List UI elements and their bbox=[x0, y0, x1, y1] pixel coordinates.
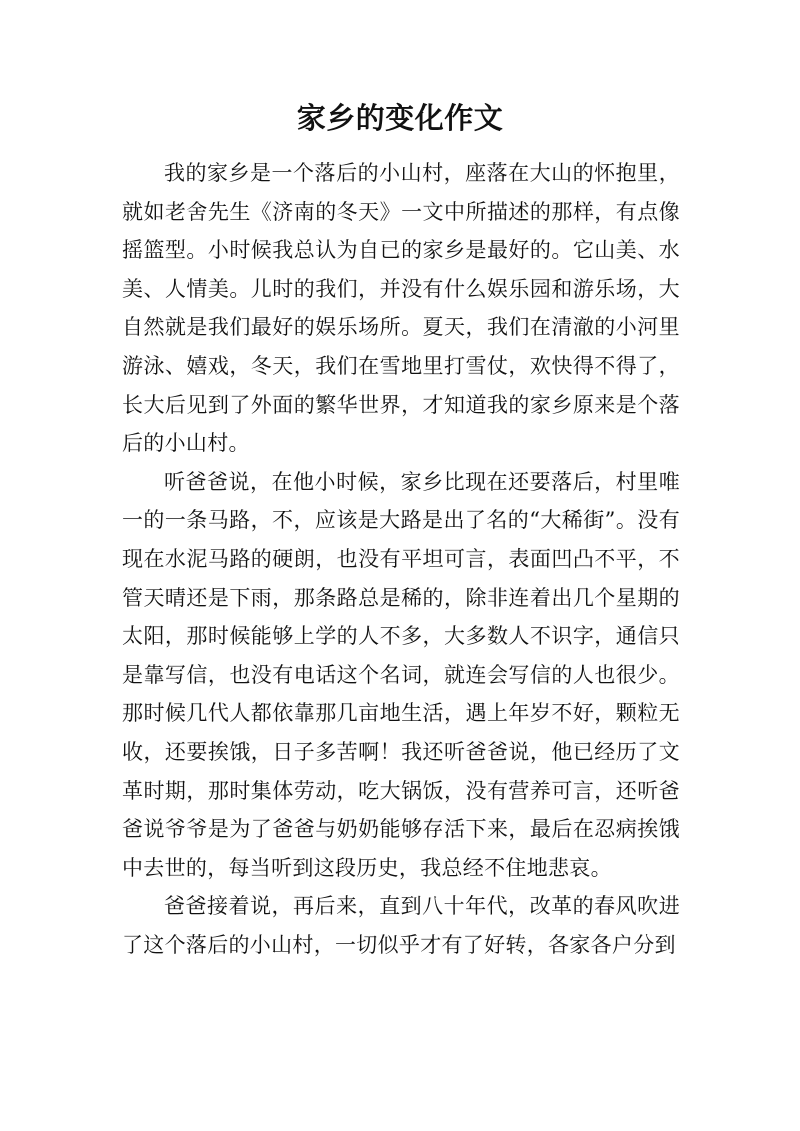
paragraph-3: 爸爸接着说，再后来，直到八十年代，改革的春风吹进了这个落后的小山村，一切似乎才有了好转，各家各户分到 bbox=[122, 894, 680, 957]
document-title: 家乡的变化作文 bbox=[296, 101, 504, 135]
paragraph-1: 我的家乡是一个落后的小山村，座落在大山的怀抱里，就如老舍先生《济南的冬天》一文中所描述的那样，有点像摇篮型。小时候我总认为自已的家乡是最好的。它山美、水美、人情美。儿时的我们，并没有什么娱乐园和游乐场，大自然就是我们最好的娱乐场所。夏天，我们在清澈的小河里游泳、嬉戏，冬天，我们在雪地里打雪仗，欢快得不得了，长大后见到了外面的繁华世界，才知道我的家乡原来是个落后的小山村。 bbox=[122, 161, 680, 456]
paragraph-2: 听爸爸说，在他小时候，家乡比现在还要落后，村里唯一的一条马路，不，应该是大路是出了名的“大稀街”。没有现在水泥马路的硬朗，也没有平坦可言，表面凹凸不平，不管天晴还是下雨，那条路总是稀的，除非连着出几个星期的太阳，那时候能够上学的人不多，大多数人不识字，通信只是靠写信，也没有电话这个名词，就连会写信的人也很少。那时候几代人都依靠那几亩地生活，遇上年岁不好，颗粒无收，还要挨饿，日子多苦啊！我还听爸爸说，他已经历了文革时期，那时集体劳动，吃大锅饭，没有营养可言，还听爸爸说爷爷是为了爸爸与奶奶能够存活下来，最后在忍病挨饿中去世的，每当听到这段历史，我总经不住地悲哀。 bbox=[122, 469, 680, 880]
document-body bbox=[122, 154, 680, 964]
